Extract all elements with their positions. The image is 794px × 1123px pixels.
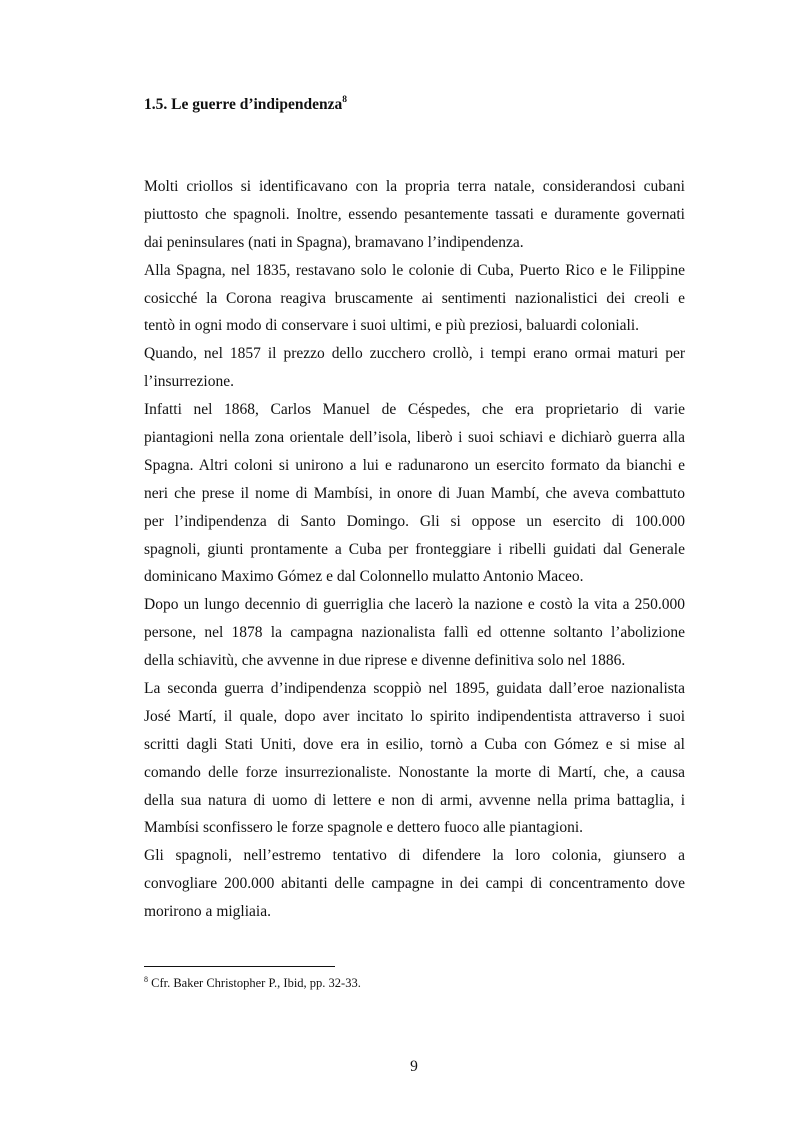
text-line: morirono a migliaia. [144,903,271,921]
text-line: convogliare 200.000 abitanti delle campagne in dei campi di concentramento dove [144,875,685,893]
text-line: Mambísi sconfissero le forze spagnole e dettero fuoco alle piantagioni. [144,819,584,837]
text-line: della sua natura di uomo di lettere e non di armi, avvenne nella prima battaglia, i [144,791,685,809]
section-heading [144,95,347,117]
text-line: La seconda guerra d’indipendenza scoppiò nel 1895, guidata dall’eroe nazionalista [144,680,685,698]
paragraph [144,340,685,396]
text-line: spagnoli, giunti prontamente a Cuba per fronteggiare i ribelli guidati dal Generale [144,540,685,558]
text-line: persone, nel 1878 la campagna nazionalista fallì ed ottenne soltanto l’abolizione [144,624,685,642]
text-line: Molti criollos si identificavano con la propria terra natale, considerandosi cubani [144,178,685,195]
text-line: Quando, nel 1857 il prezzo dello zucchero crollò, i tempi erano ormai maturi per [144,345,685,363]
paragraph [144,591,685,675]
text-line: neri che prese il nome di Mambísi, in onore di Juan Mambí, che aveva combattuto [144,484,685,502]
text-line: comando delle forze insurrezionaliste. Nonostante la morte di Martí, che, a causa [144,763,685,781]
paragraph [144,173,685,257]
section-heading-text: 1.5. Le guerre d’indipendenza [144,96,343,113]
text-line: cosicché la Corona reagiva bruscamente ai sentimenti nazionalistici dei creoli e [144,289,685,307]
paragraph [144,675,685,842]
text-line: per l’indipendenza di Santo Domingo. Gli si oppose un esercito di 100.000 [144,512,685,530]
text-line: della schiavitù, che avvenne in due riprese e divenne definitiva solo nel 1886. [144,652,626,670]
paragraph [144,396,685,591]
text-line: scritti dagli Stati Uniti, dove era in esilio, tornò a Cuba con Gómez e si mise al [144,735,685,753]
paragraph [144,842,685,926]
text-line: Spagna. Altri coloni si unirono a lui e radunarono un esercito formato da bianchi e [144,456,685,474]
text-line: Alla Spagna, nel 1835, restavano solo le colonie di Cuba, Puerto Rico e le Filippine [144,261,685,279]
text-line: dominicano Maximo Gómez e dal Colonnello mulatto Antonio Maceo. [144,568,584,586]
footnote [144,975,361,993]
text-line: Dopo un lungo decennio di guerriglia che lacerò la nazione e costò la vita a 250.000 [144,596,685,614]
text-line: Gli spagnoli, nell’estremo tentativo di difendere la loro colonia, giunsero a [144,847,685,865]
text-line: piantagioni nella zona orientale dell’isola, liberò i suoi schiavi e dichiarò guerra alla [144,429,685,447]
footnote-number: 8 [144,975,148,984]
text-line: Infatti nel 1868, Carlos Manuel de Céspedes, che era proprietario di varie [144,401,685,419]
text-line: dai peninsulares (nati in Spagna), bramavano l’indipendenza. [144,233,524,251]
footnote-reference: 8 [342,95,347,105]
text-line: José Martí, il quale, dopo aver incitato lo spirito indipendentista attraverso i suoi [144,707,685,725]
footnote-text: Cfr. Baker Christopher P., Ibid, pp. 32-33. [148,976,361,990]
page-number: 9 [410,1058,418,1075]
text-line: l’insurrezione. [144,373,234,391]
paragraph [144,257,685,341]
footnote-separator [144,966,335,967]
text-line: piuttosto che spagnoli. Inoltre, essendo pesantemente tassati e duramente governati [144,205,685,223]
text-line: tentò in ogni modo di conservare i suoi ultimi, e più preziosi, baluardi coloniali. [144,317,640,335]
body-text [144,173,685,926]
